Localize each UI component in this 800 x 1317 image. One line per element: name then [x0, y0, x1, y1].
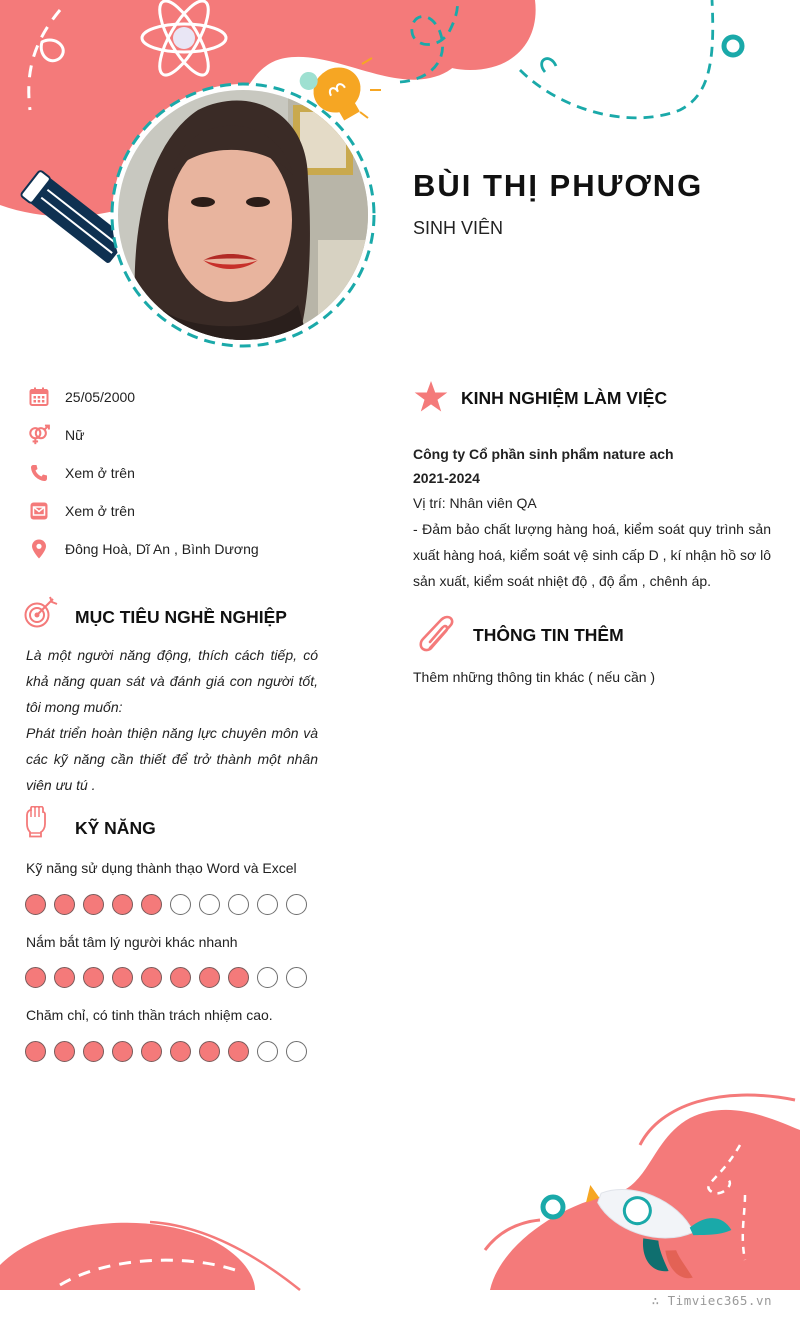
skill-rating-diligence	[25, 1041, 307, 1062]
gender-text: Nữ	[65, 427, 85, 443]
contact-email	[28, 499, 135, 523]
rating-dot-empty	[257, 1041, 278, 1062]
phone-icon	[28, 462, 50, 484]
skill-label-word-excel: Kỹ năng sử dụng thành thạo Word và Excel	[26, 860, 297, 876]
gender-icon	[28, 424, 50, 446]
email-icon	[28, 500, 50, 522]
rating-dot-empty	[228, 894, 249, 915]
rating-dot-filled	[83, 1041, 104, 1062]
contact-phone	[28, 461, 135, 485]
rating-dot-empty	[257, 967, 278, 988]
avatar-illustration	[118, 90, 368, 340]
rating-dot-filled	[54, 967, 75, 988]
contact-gender	[28, 423, 85, 447]
candidate-role: SINH VIÊN	[413, 218, 504, 238]
watermark-brand: Timviec365.vn	[667, 1293, 772, 1308]
rating-dot-empty	[257, 894, 278, 915]
candidate-name: BÙI THỊ PHƯƠNG	[413, 168, 704, 203]
email-text: Xem ở trên	[65, 503, 135, 519]
rating-dot-empty	[199, 894, 220, 915]
rating-dot-filled	[25, 1041, 46, 1062]
experience-position: Vị trí: Nhân viên QA	[413, 495, 537, 511]
rating-dot-filled	[199, 967, 220, 988]
rating-dot-filled	[83, 967, 104, 988]
watermark-icon: ∴	[651, 1293, 668, 1308]
rating-dot-filled	[141, 1041, 162, 1062]
objective-paragraph-1: Là một người năng động, thích cách tiếp, có khả năng quan sát và đánh giá con người tốt, tôi mong muốn:	[26, 647, 318, 715]
rating-dot-filled	[170, 1041, 191, 1062]
skills-title: KỸ NĂNG	[75, 818, 156, 838]
skill-label-diligence: Chăm chỉ, có tinh thần trách nhiệm cao.	[26, 1007, 273, 1023]
rating-dot-filled	[112, 967, 133, 988]
contact-dob	[28, 385, 136, 409]
phone-text: Xem ở trên	[65, 465, 135, 481]
rating-dot-empty	[286, 894, 307, 915]
rating-dot-filled	[141, 967, 162, 988]
dob-text: 25/05/2000	[65, 389, 136, 405]
rating-dot-filled	[83, 894, 104, 915]
footer-watermark	[652, 1293, 772, 1308]
objective-title: MỤC TIÊU NGHỀ NGHIỆP	[75, 607, 287, 627]
address-text: Đông Hoà, Dĩ An , Bình Dương	[65, 541, 259, 557]
rating-dot-filled	[112, 1041, 133, 1062]
rating-dot-filled	[170, 967, 191, 988]
rating-dot-empty	[286, 967, 307, 988]
rating-dot-filled	[199, 1041, 220, 1062]
extra-title: THÔNG TIN THÊM	[473, 625, 624, 645]
fist-icon	[24, 806, 48, 843]
objective-paragraph-2: Phát triển hoàn thiện năng lực chuyên môn và các kỹ năng cần thiết để trở thành một nhân viên ưu tú .	[26, 725, 318, 793]
calendar-icon	[28, 386, 50, 408]
rating-dot-filled	[54, 894, 75, 915]
experience-title: KINH NGHIỆM LÀM VIỆC	[461, 388, 668, 408]
rating-dot-filled	[141, 894, 162, 915]
rating-dot-empty	[170, 894, 191, 915]
rating-dot-filled	[54, 1041, 75, 1062]
profile-photo	[118, 90, 368, 340]
experience-entry	[413, 442, 771, 594]
experience-description: - Đảm bảo chất lượng hàng hoá, kiểm soát quy trình sản xuất hàng hoá, kiểm soát vệ sinh cấp D , kí nhận hồ sơ lô sản xuất, kiểm soát nhiệt độ , độ ẩm , chênh áp.	[413, 521, 771, 589]
rating-dot-filled	[228, 1041, 249, 1062]
skill-rating-word-excel	[25, 894, 307, 915]
rating-dot-filled	[228, 967, 249, 988]
rating-dot-empty	[286, 1041, 307, 1062]
objective-text	[26, 642, 318, 798]
location-pin-icon	[28, 538, 50, 560]
experience-company: Công ty Cổ phần sinh phẩm nature ach	[413, 446, 674, 462]
star-icon	[414, 380, 448, 419]
rating-dot-filled	[25, 894, 46, 915]
skill-label-psychology: Nắm bắt tâm lý người khác nhanh	[26, 934, 238, 950]
experience-period: 2021-2024	[413, 470, 480, 486]
rating-dot-filled	[25, 967, 46, 988]
skill-rating-psychology	[25, 967, 307, 988]
contact-address	[28, 537, 259, 561]
rating-dot-filled	[112, 894, 133, 915]
target-icon	[24, 596, 58, 635]
extra-text: Thêm những thông tin khác ( nếu cần )	[413, 669, 656, 685]
paperclip-icon	[416, 614, 458, 659]
